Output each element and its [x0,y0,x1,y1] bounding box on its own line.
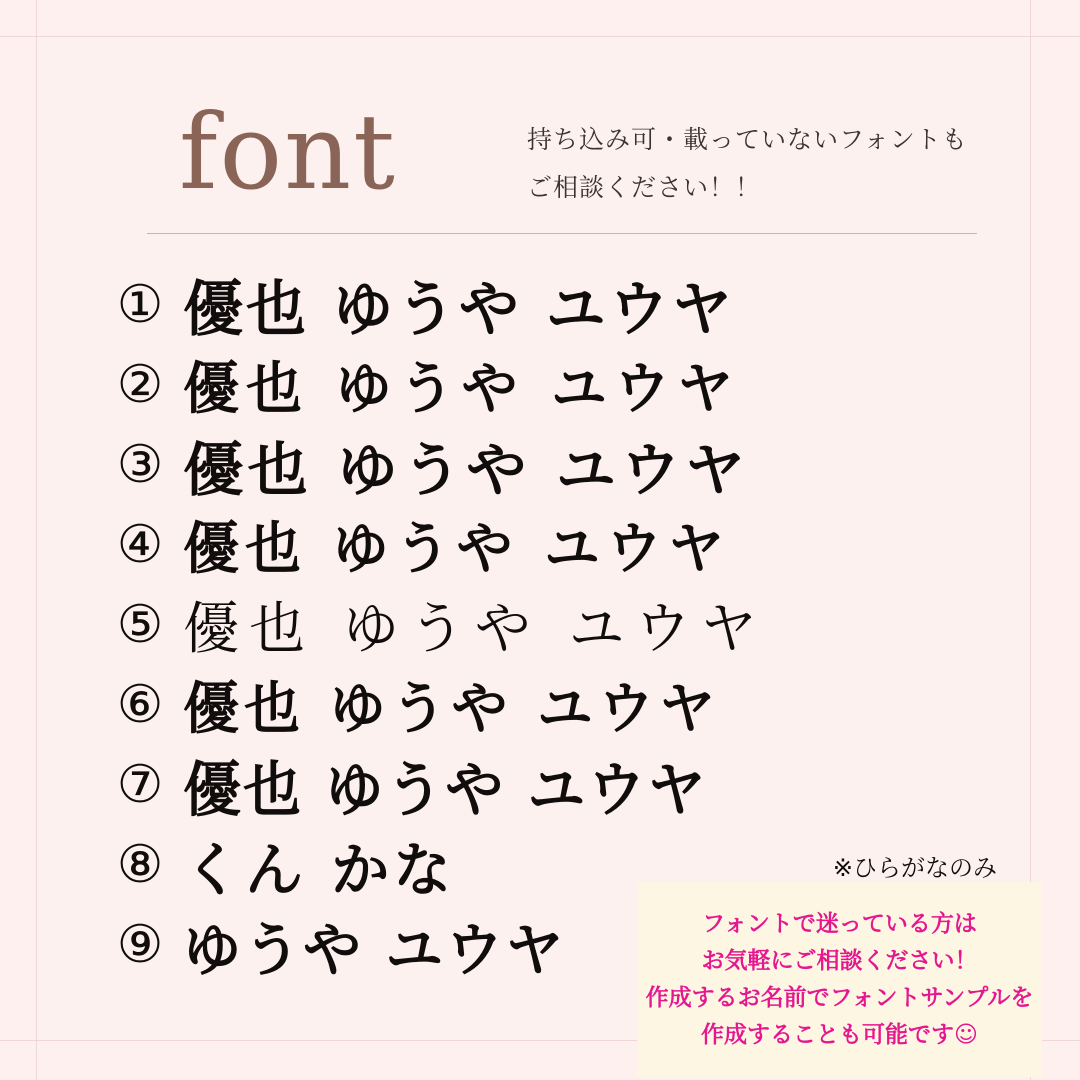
font-number: ② [116,355,164,415]
font-sample-list [97,265,997,985]
consultation-notice [637,882,1042,1077]
page-title: font [179,91,397,213]
font-sample: 優也 ゆうや ユウヤ [183,677,720,742]
list-item [97,425,997,505]
font-sample: 優也 ゆうや ユウヤ [183,357,740,422]
font-sample: 優也 ゆうや ユウヤ [183,516,730,582]
font-sample: 優也 ゆうや ユウヤ [183,755,708,826]
hiragana-only-note: ※ひらがなのみ [832,853,997,882]
font-number: ⑨ [116,915,164,975]
list-item [97,665,997,745]
font-sample: くん かな [183,836,456,904]
font-number: ⑥ [116,675,164,735]
list-item [97,505,997,585]
header-note-line-1: 持ち込み可・載っていないフォントも [527,125,968,154]
font-sample: 優也 ゆうや ユウヤ [183,275,735,345]
content-panel [37,37,1034,1048]
font-sample: 優也 ゆうや ユウヤ [183,436,750,504]
header-note [527,116,977,212]
font-number: ⑦ [116,755,164,815]
header [147,82,977,222]
font-sample: ゆうや ユウヤ [183,916,566,984]
font-sample: 優也 ゆうや ユウヤ [183,597,767,662]
font-number: ③ [116,435,164,495]
list-item [97,265,997,345]
notice-line-4: 作成することも可能です☺ [701,1021,978,1048]
list-item [97,345,997,425]
notice-line-3: 作成するお名前でフォントサンプルを [645,984,1034,1011]
header-note-line-2: ご相談ください！！ [527,173,762,202]
font-number: ① [116,275,164,335]
header-divider [147,233,977,234]
list-item [97,585,997,665]
font-number: ④ [116,515,164,575]
notice-line-1: フォントで迷っている方は [702,910,977,937]
font-number: ⑧ [116,835,164,895]
font-number: ⑤ [116,595,164,655]
list-item [97,745,997,825]
notice-line-2: お気軽にご相談ください！ [701,947,978,974]
